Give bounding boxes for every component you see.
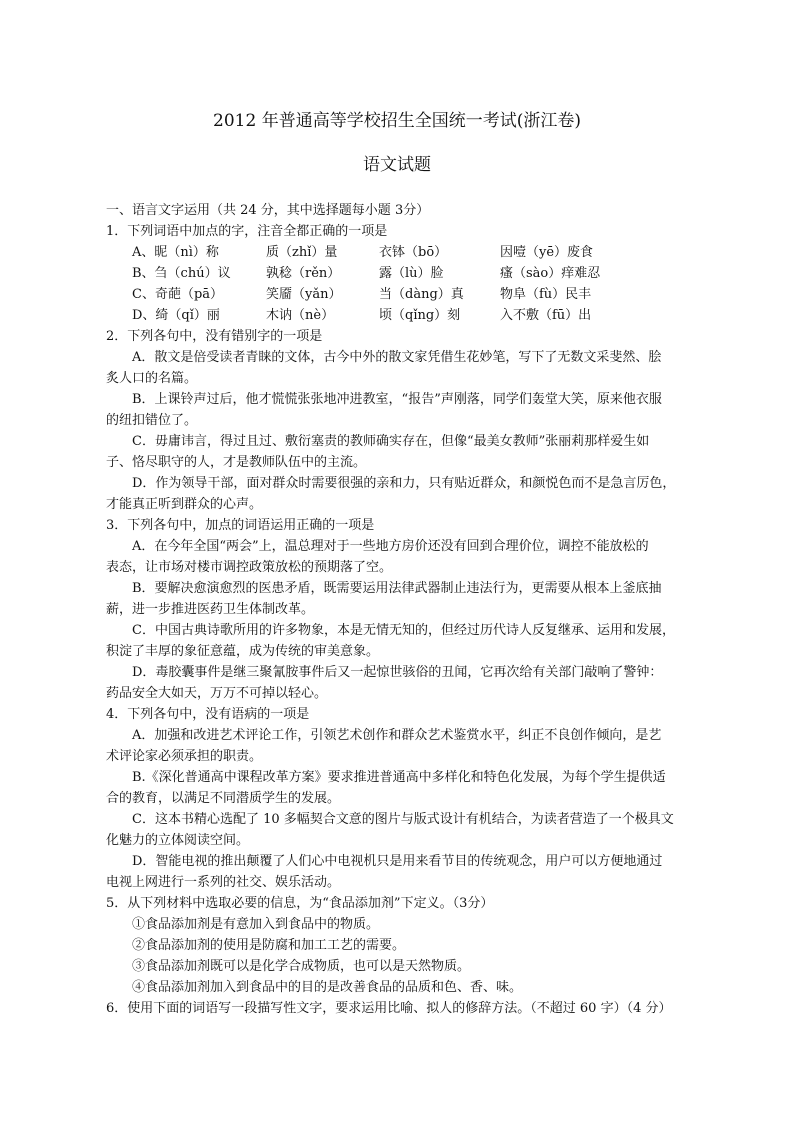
question-6-stem: 6．使用下面的词语写一段描写性文字，要求运用比喻、拟人的修辞方法。（不超过 60 字）（4 分） (106, 1001, 672, 1016)
q4-option-d: D．智能电视的推出颠覆了人们心中电视机只是用来看节目的传统观念，用户可以方便地通过 (132, 854, 663, 869)
q1-cell: B、刍（chú）议 (132, 266, 231, 281)
q4-option-c: C．这本书精心选配了 10 多幅契合文意的图片与版式设计有机结合，为读者营造了一个极具文 (132, 812, 674, 827)
q2-option-b: B．上课铃声过后，他才慌慌张张地冲进教室，“报告”声刚落，同学们轰堂大笑，原来他衣服 (132, 392, 662, 407)
q1-cell: 孰稔（rěn） (266, 266, 341, 281)
q1-cell: 入不敷（fū）出 (500, 308, 592, 323)
q5-material-item: ③食品添加剂既可以是化学合成物质，也可以是天然物质。 (132, 959, 471, 974)
q2-option-c-cont: 子、恪尽职守的人，才是教师队伍中的主流。 (106, 455, 367, 470)
q1-cell: A、昵（nì）称 (132, 245, 219, 260)
q1-cell: 衣钵（bō） (379, 245, 448, 260)
question-1-stem: 1．下列词语中加点的字，注音全都正确的一项是 (106, 224, 388, 239)
q2-option-b-cont: 的纽扣错位了。 (106, 413, 198, 428)
q1-cell: 因噎（yē）废食 (500, 245, 594, 260)
q1-cell: C、奇葩（pā） (132, 287, 224, 302)
section-heading: 一、语言文字运用（共 24 分，其中选择题每小题 3分） (106, 203, 430, 218)
q3-option-c: C．中国古典诗歌所用的许多物象，本是无情无知的，但经过历代诗人反复继承、运用和发展， (132, 623, 675, 638)
q1-cell: 质（zhǐ）量 (266, 245, 338, 260)
q3-option-d: D．毒胶囊事件是继三聚氰胺事件后又一起惊世骇俗的丑闻，它再次给有关部门敲响了警钟： (132, 665, 663, 680)
question-3-stem: 3．下列各句中，加点的词语运用正确的一项是 (106, 518, 375, 533)
q3-option-b-cont: 薪，进一步推进医药卫生体制改革。 (106, 602, 315, 617)
q3-option-a: A．在今年全国“两会”上，温总理对于一些地方房价还没有回到合理价位，调控不能放松的 (132, 539, 649, 554)
q1-cell: 瘙（sào）痒难忍 (500, 266, 601, 281)
q1-option-row (106, 242, 702, 263)
q2-option-d: D．作为领导干部，面对群众时需要很强的亲和力，只有贴近群众，和颜悦色而不是急言厉色， (132, 476, 676, 491)
q3-option-b: B．要解决愈演愈烈的医患矛盾，既需要运用法律武器制止违法行为，更需要从根本上釜底抽 (132, 581, 662, 596)
q4-option-d-cont: 电视上网进行一系列的社交、娱乐活动。 (106, 875, 341, 890)
q5-material-item: ①食品添加剂是有意加入到食品中的物质。 (132, 917, 380, 932)
q2-option-c: C．毋庸讳言，得过且过、敷衍塞责的教师确实存在，但像“最美女教师”张丽莉那样爱生如 (132, 434, 650, 449)
q4-option-b-cont: 合的教育，以满足不同潜质学生的发展。 (106, 791, 341, 806)
exam-title: 2012 年普通高等学校招生全国统一考试(浙江卷) (213, 111, 581, 131)
q1-cell: 当（dàng）真 (379, 287, 464, 302)
exam-body (106, 200, 702, 1019)
q1-cell: D、绮（qǐ）丽 (132, 308, 220, 323)
q4-option-a-cont: 术评论家必须承担的职责。 (106, 749, 263, 764)
question-5-stem: 5．从下列材料中选取必要的信息，为“食品添加剂”下定义。（3分） (106, 896, 494, 911)
q1-cell: 顷（qǐng）刻 (379, 308, 461, 323)
question-4-stem: 4．下列各句中，没有语病的一项是 (106, 707, 310, 722)
q1-cell: 露（lù）脸 (379, 266, 444, 281)
q3-option-a-cont: 表态，让市场对楼市调控政策放松的预期落了空。 (106, 560, 393, 575)
q3-option-d-cont: 药品安全大如天，万万不可掉以轻心。 (106, 686, 328, 701)
q1-cell: 木讷（nè） (266, 308, 335, 323)
question-2-stem: 2．下列各句中，没有错别字的一项是 (106, 329, 323, 344)
q1-cell: 物阜（fù）民丰 (500, 287, 592, 302)
q2-option-a: A．散文是倍受读者青睐的文体，古今中外的散文家凭借生花妙笔，写下了无数文采斐然、脍 (132, 350, 662, 365)
q2-option-d-cont: 才能真正听到群众的心声。 (106, 497, 263, 512)
q4-option-c-cont: 化魅力的立体阅读空间。 (106, 833, 250, 848)
q1-option-row (106, 284, 702, 305)
q3-option-c-cont: 积淀了丰厚的象征意蕴，成为传统的审美意象。 (106, 644, 380, 659)
q4-option-a: A．加强和改进艺术评论工作，引领艺术创作和群众艺术鉴赏水平，纠正不良创作倾向，是艺 (132, 728, 662, 743)
q1-cell: 笑靥（yǎn） (266, 287, 342, 302)
q1-option-row (106, 305, 702, 326)
q4-option-b: B.《深化普通高中课程改革方案》要求推进普通高中多样化和特色化发展，为每个学生提供适 (132, 770, 666, 785)
q5-material-item: ②食品添加剂的使用是防腐和加工工艺的需要。 (132, 938, 406, 953)
paper-subtitle: 语文试题 (363, 155, 431, 175)
q5-material-item: ④食品添加剂加入到食品中的目的是改善食品的品质和色、香、味。 (132, 980, 523, 995)
q2-option-a-cont: 炙人口的名篇。 (106, 371, 198, 386)
q1-option-row (106, 263, 702, 284)
